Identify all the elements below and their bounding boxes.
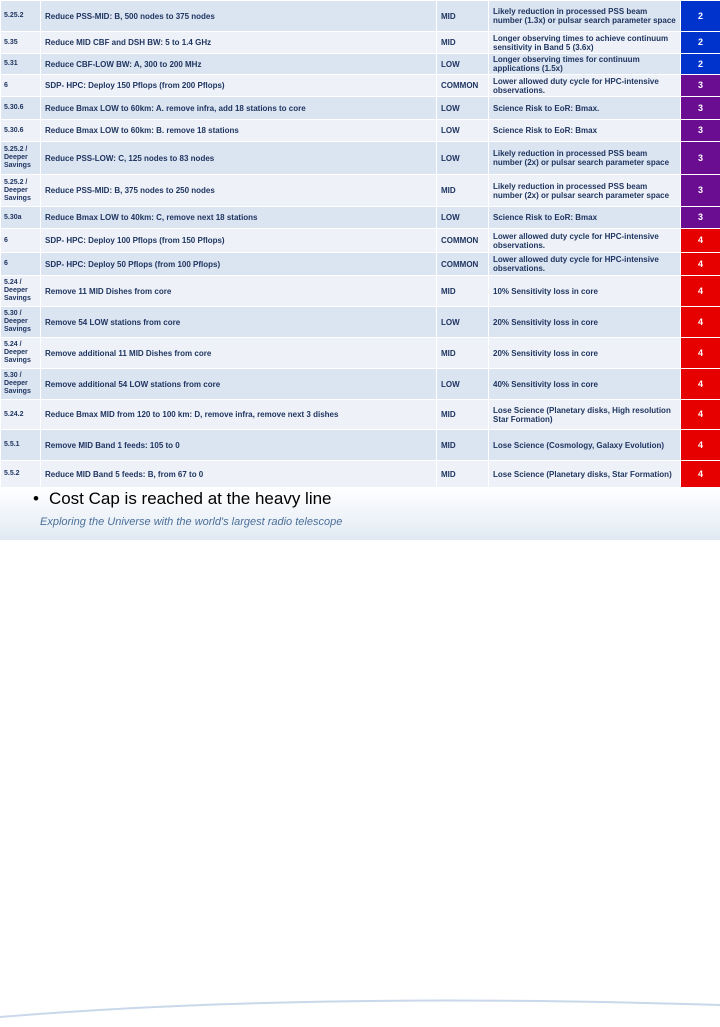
table-row (1, 461, 720, 488)
item-id-cell: 5.25.2 / Deeper Savings (1, 175, 41, 207)
impact-cell: Likely reduction in processed PSS beam number (1.3x) or pulsar search parameter space (489, 1, 681, 32)
telescope-cell: LOW (437, 54, 489, 75)
telescope-cell: LOW (437, 369, 489, 400)
table-row (1, 32, 720, 54)
priority-cell: 4 (681, 276, 720, 307)
description-cell: Reduce MID CBF and DSH BW: 5 to 1.4 GHz (41, 32, 437, 54)
telescope-cell: MID (437, 430, 489, 461)
impact-cell: Lose Science (Planetary disks, Star Formation) (489, 461, 681, 488)
telescope-cell: LOW (437, 120, 489, 142)
impact-cell: 40% Sensitivity loss in core (489, 369, 681, 400)
description-cell: Reduce Bmax LOW to 40km: C, remove next 18 stations (41, 207, 437, 229)
item-id-cell: 5.25.2 (1, 1, 41, 32)
priority-cell: 3 (681, 97, 720, 120)
telescope-cell: LOW (437, 97, 489, 120)
description-cell: Reduce PSS-LOW: C, 125 nodes to 83 nodes (41, 142, 437, 175)
table-row (1, 175, 720, 207)
descope-table (0, 0, 720, 488)
table-row (1, 97, 720, 120)
priority-cell: 3 (681, 120, 720, 142)
impact-cell: Likely reduction in processed PSS beam number (2x) or pulsar search parameter space (489, 142, 681, 175)
impact-cell: Lower allowed duty cycle for HPC-intensive observations. (489, 75, 681, 97)
telescope-cell: MID (437, 400, 489, 430)
item-id-cell: 6 (1, 229, 41, 253)
item-id-cell: 5.35 (1, 32, 41, 54)
impact-cell: Lose Science (Planetary disks, High resolution Star Formation) (489, 400, 681, 430)
telescope-cell: MID (437, 461, 489, 488)
priority-cell: 4 (681, 461, 720, 488)
telescope-cell: COMMON (437, 229, 489, 253)
impact-cell: 20% Sensitivity loss in core (489, 307, 681, 338)
telescope-cell: MID (437, 32, 489, 54)
item-id-cell: 5.24 / Deeper Savings (1, 276, 41, 307)
table-row (1, 142, 720, 175)
impact-cell: Science Risk to EoR: Bmax (489, 207, 681, 229)
footer-swoosh (0, 987, 720, 1027)
bullet-icon: • (33, 489, 39, 508)
telescope-cell: COMMON (437, 75, 489, 97)
telescope-cell: COMMON (437, 253, 489, 276)
item-id-cell: 5.31 (1, 54, 41, 75)
impact-cell: Science Risk to EoR: Bmax. (489, 97, 681, 120)
impact-cell: Lose Science (Cosmology, Galaxy Evolution) (489, 430, 681, 461)
description-cell: Reduce Bmax MID from 120 to 100 km: D, remove infra, remove next 3 dishes (41, 400, 437, 430)
description-cell: Remove additional 54 LOW stations from core (41, 369, 437, 400)
description-cell: SDP- HPC: Deploy 50 Pflops (from 100 Pflops) (41, 253, 437, 276)
priority-cell: 2 (681, 54, 720, 75)
table-row (1, 338, 720, 369)
item-id-cell: 5.30 / Deeper Savings (1, 369, 41, 400)
description-cell: Reduce MID Band 5 feeds: B, from 67 to 0 (41, 461, 437, 488)
description-cell: Remove MID Band 1 feeds: 105 to 0 (41, 430, 437, 461)
telescope-cell: LOW (437, 142, 489, 175)
description-cell: Remove 54 LOW stations from core (41, 307, 437, 338)
telescope-cell: MID (437, 1, 489, 32)
table-row (1, 253, 720, 276)
table-row (1, 1, 720, 32)
priority-cell: 4 (681, 229, 720, 253)
telescope-cell: LOW (437, 307, 489, 338)
impact-cell: Likely reduction in processed PSS beam number (2x) or pulsar search parameter space (489, 175, 681, 207)
table-row (1, 120, 720, 142)
table-row (1, 276, 720, 307)
cost-cap-note (33, 489, 332, 509)
item-id-cell: 5.5.2 (1, 461, 41, 488)
item-id-cell: 5.24.2 (1, 400, 41, 430)
cost-cap-text: Cost Cap is reached at the heavy line (49, 489, 332, 508)
description-cell: Reduce PSS-MID: B, 500 nodes to 375 nodes (41, 1, 437, 32)
item-id-cell: 6 (1, 75, 41, 97)
table-row (1, 369, 720, 400)
item-id-cell: 5.24 / Deeper Savings (1, 338, 41, 369)
description-cell: SDP- HPC: Deploy 150 Pflops (from 200 Pflops) (41, 75, 437, 97)
impact-cell: Lower allowed duty cycle for HPC-intensive observations. (489, 253, 681, 276)
impact-cell: Longer observing times to achieve continuum sensitivity in Band 5 (3.6x) (489, 32, 681, 54)
impact-cell: Longer observing times for continuum applications (1.5x) (489, 54, 681, 75)
telescope-cell: MID (437, 276, 489, 307)
description-cell: Remove 11 MID Dishes from core (41, 276, 437, 307)
table-row (1, 54, 720, 75)
item-id-cell: 5.25.2 / Deeper Savings (1, 142, 41, 175)
priority-cell: 2 (681, 1, 720, 32)
telescope-cell: LOW (437, 207, 489, 229)
priority-cell: 3 (681, 75, 720, 97)
impact-cell: Science Risk to EoR: Bmax (489, 120, 681, 142)
priority-cell: 3 (681, 142, 720, 175)
impact-cell: 10% Sensitivity loss in core (489, 276, 681, 307)
priority-cell: 4 (681, 253, 720, 276)
description-cell: Reduce Bmax LOW to 60km: B. remove 18 stations (41, 120, 437, 142)
description-cell: Reduce Bmax LOW to 60km: A. remove infra, add 18 stations to core (41, 97, 437, 120)
item-id-cell: 5.30.6 (1, 120, 41, 142)
table-row (1, 229, 720, 253)
table-row (1, 75, 720, 97)
description-cell: Reduce CBF-LOW BW: A, 300 to 200 MHz (41, 54, 437, 75)
table-body (1, 1, 720, 488)
priority-cell: 4 (681, 338, 720, 369)
item-id-cell: 5.5.1 (1, 430, 41, 461)
item-id-cell: 6 (1, 253, 41, 276)
table-row (1, 430, 720, 461)
table-row (1, 307, 720, 338)
table-row (1, 207, 720, 229)
telescope-cell: MID (437, 338, 489, 369)
item-id-cell: 5.30a (1, 207, 41, 229)
impact-cell: 20% Sensitivity loss in core (489, 338, 681, 369)
priority-cell: 3 (681, 207, 720, 229)
priority-cell: 3 (681, 175, 720, 207)
description-cell: Remove additional 11 MID Dishes from core (41, 338, 437, 369)
item-id-cell: 5.30 / Deeper Savings (1, 307, 41, 338)
priority-cell: 4 (681, 369, 720, 400)
table-row (1, 400, 720, 430)
description-cell: SDP- HPC: Deploy 100 Pflops (from 150 Pflops) (41, 229, 437, 253)
item-id-cell: 5.30.6 (1, 97, 41, 120)
description-cell: Reduce PSS-MID: B, 375 nodes to 250 nodes (41, 175, 437, 207)
priority-cell: 4 (681, 430, 720, 461)
tagline: Exploring the Universe with the world's largest radio telescope (40, 516, 342, 528)
priority-cell: 2 (681, 32, 720, 54)
priority-cell: 4 (681, 307, 720, 338)
telescope-cell: MID (437, 175, 489, 207)
impact-cell: Lower allowed duty cycle for HPC-intensive observations. (489, 229, 681, 253)
priority-cell: 4 (681, 400, 720, 430)
